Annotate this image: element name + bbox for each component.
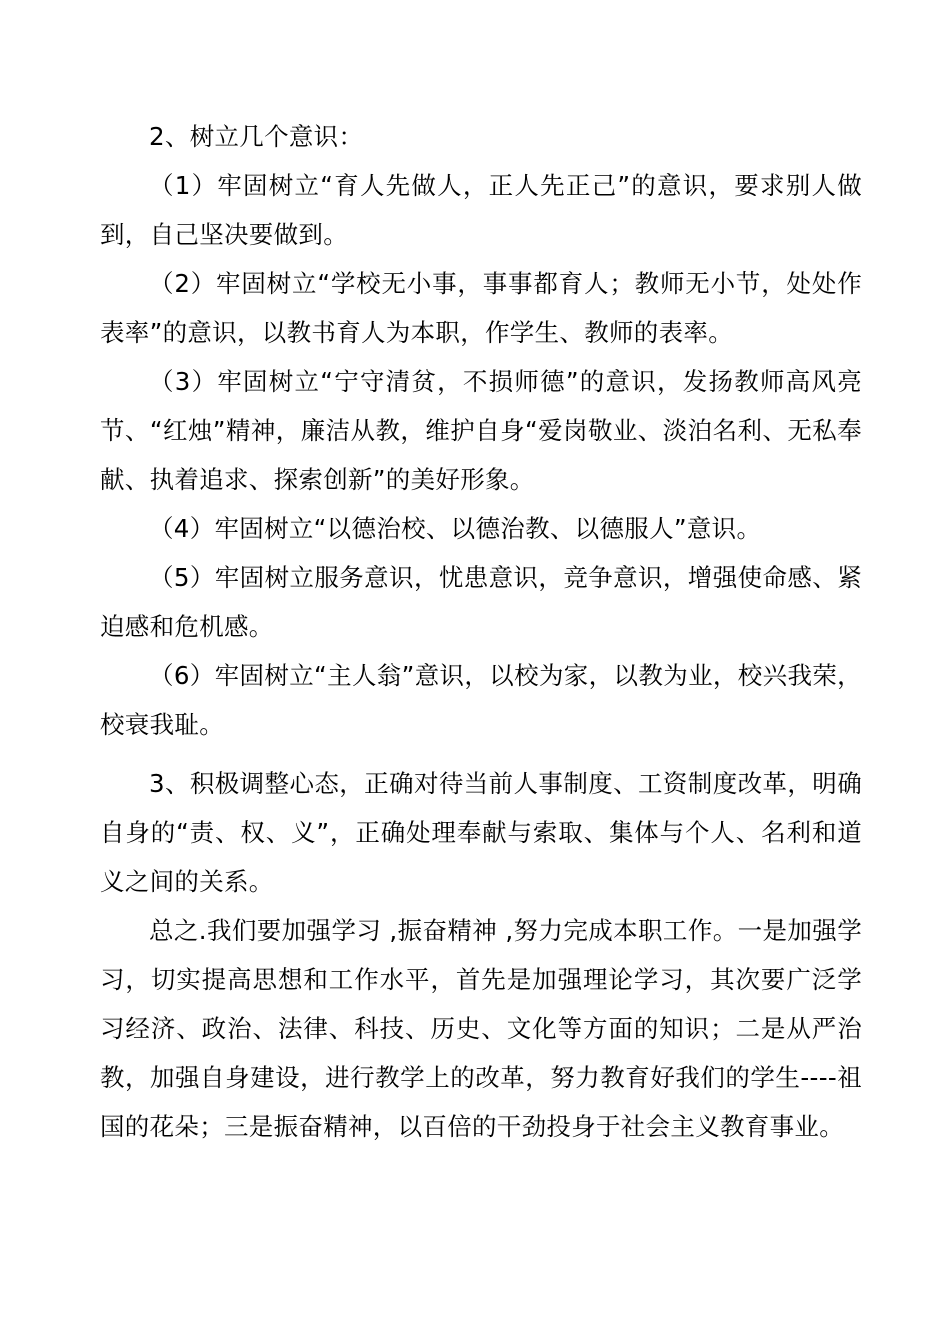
document-body: [100, 112, 862, 1151]
paragraph-item-1: （1）牢固树立“育人先做人，正人先正己”的意识，要求别人做到，自己坚决要做到。: [100, 171, 862, 249]
paragraph-summary: 总之.我们要加强学习 ,振奋精神 ,努力完成本职工作。一是加强学习，切实提高思想和工作水平，首先是加强理论学习，其次要广泛学习经济、政治、法律、科技、历史、文化等方面的知识；二是从严治教，加强自身建设，进行教学上的改革，努力教育好我们的学生----祖国的花朵；三是振奋精神，以百倍的干劲投身于社会主义教育事业。: [100, 916, 862, 1141]
paragraph-item-2: （2）牢固树立“学校无小事，事事都育人；教师无小节，处处作表率”的意识，以教书育人为本职，作学生、教师的表率。: [100, 269, 862, 347]
paragraph-section-2-heading: 2、树立几个意识：: [149, 122, 364, 151]
paragraph-section-3: 3、积极调整心态，正确对待当前人事制度、工资制度改革，明确自身的“责、权、义”，正确处理奉献与索取、集体与个人、名利和道义之间的关系。: [100, 769, 862, 896]
paragraph-item-5: （5）牢固树立服务意识，忧患意识，竞争意识，增强使命感、紧迫感和危机感。: [100, 563, 862, 641]
paragraph-item-3: （3）牢固树立“宁守清贫，不损师德”的意识，发扬教师高风亮节、“红烛”精神，廉洁从教，维护自身“爱岗敬业、淡泊名利、无私奉献、执着追求、探索创新”的美好形象。: [100, 367, 862, 494]
paragraph-item-4: （4）牢固树立“以德治校、以德治教、以德服人”意识。: [149, 514, 762, 543]
paragraph-item-6: （6）牢固树立“主人翁”意识，以校为家，以教为业，校兴我荣，校衰我耻。: [100, 661, 862, 739]
